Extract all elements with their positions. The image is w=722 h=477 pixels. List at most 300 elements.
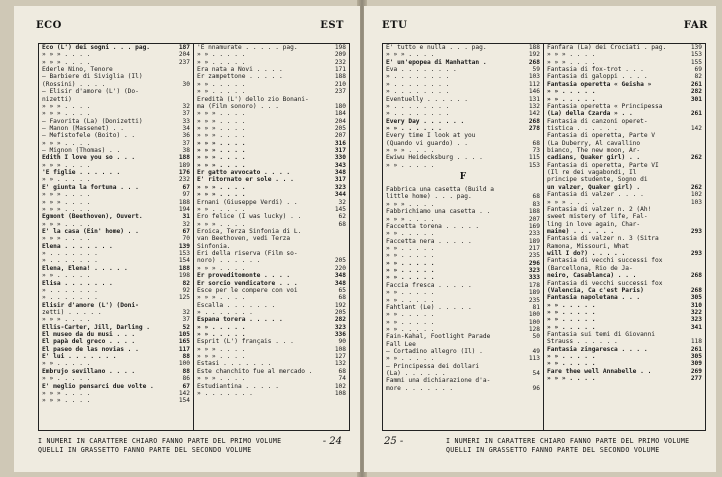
entry-page: 37 xyxy=(182,110,190,118)
index-entry xyxy=(197,206,346,213)
entry-title: » » . . . . . xyxy=(197,323,246,331)
index-entry xyxy=(386,238,540,245)
entry-page xyxy=(684,213,702,220)
entry-title: (Barcellona, Rio de Ja- xyxy=(547,264,633,272)
entry-page xyxy=(328,250,346,257)
entry-title: » . . . . . . . . xyxy=(386,110,450,118)
entry-title: E' giunta la fortuna . . . xyxy=(42,183,139,191)
index-entry xyxy=(42,81,190,88)
index-entry xyxy=(197,132,346,139)
entry-page: 310 xyxy=(690,301,702,309)
index-entry xyxy=(547,206,702,213)
entry-page xyxy=(172,73,190,80)
index-entry xyxy=(42,88,190,95)
entry-page xyxy=(522,377,540,384)
entry-page: 155 xyxy=(690,58,702,66)
entry-title: Eco (L') dei sogni . . . pag. xyxy=(42,44,151,51)
entry-page: 198 xyxy=(178,272,190,280)
index-entry xyxy=(386,216,540,223)
entry-title: Sinfonia. xyxy=(197,242,231,250)
entry-title: Every time I look at you xyxy=(386,132,476,140)
entry-page: 237 xyxy=(334,88,346,96)
entry-title: » » . . . . . xyxy=(547,308,596,316)
index-entry xyxy=(197,44,346,51)
entry-page: 139 xyxy=(178,242,190,250)
index-entry xyxy=(197,73,346,80)
entry-page xyxy=(684,280,702,287)
entry-title: un valzer, Quaker girl) . xyxy=(547,183,641,191)
index-entry xyxy=(386,348,540,355)
entry-title: Strauss . . . . . . xyxy=(547,338,618,346)
entry-page: 33 xyxy=(182,117,190,125)
index-entry xyxy=(42,265,190,272)
entry-page xyxy=(684,162,702,169)
entry-title: Fahtlant (Le) . . . . . xyxy=(386,303,472,311)
entry-title: » » » . . . . xyxy=(42,139,91,147)
index-entry xyxy=(197,213,346,220)
index-entry xyxy=(42,353,190,360)
index-entry xyxy=(386,297,540,304)
index-entry xyxy=(197,272,346,279)
index-entry xyxy=(197,265,346,272)
entry-title: Esce per le compere con voi xyxy=(197,286,298,294)
entry-page: 317 xyxy=(334,147,346,155)
entry-title: (Quando vi guardo) . . xyxy=(386,139,468,147)
entry-page: 336 xyxy=(334,331,346,339)
index-entry xyxy=(42,324,190,331)
entry-page: 108 xyxy=(334,389,346,397)
entry-title: » » » . . . . xyxy=(197,147,246,155)
entry-page: 323 xyxy=(528,267,540,275)
index-entry xyxy=(386,282,540,289)
entry-page xyxy=(522,186,540,193)
index-entry xyxy=(42,368,190,375)
entry-title: » . . . . . . . xyxy=(42,250,98,258)
index-entry xyxy=(197,302,346,309)
index-entry xyxy=(42,66,190,73)
entry-title: » » . . . . . xyxy=(386,259,435,267)
entry-page: 132 xyxy=(334,360,346,368)
entry-page: 100 xyxy=(528,318,540,326)
entry-page: 237 xyxy=(178,58,190,66)
index-entry xyxy=(547,118,702,125)
entry-title: » » . . . . . xyxy=(386,296,435,304)
entry-page: 32 xyxy=(182,220,190,228)
entry-page: 68 xyxy=(532,193,540,201)
entry-page: 82 xyxy=(694,73,702,81)
entry-title: cadians, Quaker girl) . . xyxy=(547,154,641,162)
index-entry xyxy=(547,257,702,264)
entry-page: 188 xyxy=(528,44,540,51)
right-page xyxy=(364,6,716,472)
index-entry xyxy=(386,341,540,348)
index-entry xyxy=(42,154,190,161)
index-entry xyxy=(197,360,346,367)
index-entry xyxy=(547,162,702,169)
entry-title: » » » . . . . xyxy=(197,161,246,169)
index-entry xyxy=(42,257,190,264)
entry-page: 309 xyxy=(690,360,702,368)
entry-title: » » » . . . . xyxy=(386,200,435,208)
entry-title: » » . . . . . xyxy=(547,360,596,368)
entry-page: 277 xyxy=(690,375,702,383)
entry-title: (Valencia, Ca c'est Paris) xyxy=(547,286,644,294)
index-entry xyxy=(197,331,346,338)
entry-page xyxy=(684,169,702,176)
entry-page: 96 xyxy=(532,384,540,392)
index-entry xyxy=(547,154,702,161)
entry-title: Every Day . . . . . . xyxy=(386,117,465,125)
entry-title: tistica . . . . . . xyxy=(547,124,618,132)
entry-page: 97 xyxy=(182,191,190,199)
index-entry xyxy=(197,88,346,95)
entry-title: principe studente, Sogno di xyxy=(547,176,648,184)
entry-title: nizetti) xyxy=(42,95,72,103)
entry-title: » » » . . . . xyxy=(42,389,91,397)
index-entry xyxy=(386,311,540,318)
entry-title: Fantasia di operetta, Parte V xyxy=(547,132,656,140)
entry-title: Edith I love you so . . . xyxy=(42,154,136,162)
entry-list xyxy=(383,186,543,392)
index-entry xyxy=(42,243,190,250)
entry-page: 145 xyxy=(334,205,346,213)
entry-page: 127 xyxy=(334,353,346,361)
entry-page: 262 xyxy=(690,154,702,162)
index-entry xyxy=(386,208,540,215)
index-entry xyxy=(42,132,190,139)
entry-page: 81 xyxy=(532,303,540,311)
entry-title: El papà del greco . . . . xyxy=(42,338,136,346)
entry-page: 189 xyxy=(528,289,540,297)
entry-page: 52 xyxy=(182,323,190,331)
entry-page: 176 xyxy=(178,169,190,177)
entry-page xyxy=(684,103,702,110)
index-entry xyxy=(547,88,702,95)
index-entry xyxy=(42,272,190,279)
index-entry xyxy=(547,302,702,309)
entry-title: Elisir d'amore (L') (Doni- xyxy=(42,301,139,309)
entry-title: Fantasia di operetta, Parte VI xyxy=(547,161,659,169)
index-entry xyxy=(42,44,190,51)
entry-page: 37 xyxy=(182,139,190,147)
entry-page xyxy=(684,132,702,139)
index-entry xyxy=(547,235,702,242)
entry-page xyxy=(684,235,702,242)
index-entry xyxy=(197,147,346,154)
index-entry xyxy=(42,73,190,80)
entry-page: 220 xyxy=(334,264,346,272)
entry-title: ling in love again, Char- xyxy=(547,220,641,228)
entry-list xyxy=(544,44,705,383)
entry-page xyxy=(172,88,190,95)
index-entry xyxy=(197,118,346,125)
entry-title: neiro, Casablanca) . . . xyxy=(547,272,637,280)
entry-page: 205 xyxy=(334,257,346,265)
entry-page: 268 xyxy=(690,286,702,294)
index-entry xyxy=(547,125,702,132)
entry-title: » » » . . . . xyxy=(42,110,91,118)
entry-title: (La Duberry, Al cavallino xyxy=(547,139,641,147)
index-entry xyxy=(386,260,540,267)
left-column-2 xyxy=(194,44,349,430)
entry-page: 198 xyxy=(334,44,346,51)
entry-title: » » » . . . . xyxy=(42,58,91,66)
entry-page: 188 xyxy=(178,154,190,162)
entry-page: 268 xyxy=(528,117,540,125)
entry-page xyxy=(684,265,702,272)
entry-page: 282 xyxy=(334,316,346,324)
index-entry xyxy=(197,59,346,66)
entry-title: Estasi . . . . . . . xyxy=(197,360,272,368)
entry-title: — Barbiere di Siviglia (Il) xyxy=(42,73,143,81)
index-entry xyxy=(386,59,540,66)
entry-title: » » . . . . . xyxy=(547,316,596,324)
index-entry xyxy=(197,257,346,264)
index-entry xyxy=(197,235,346,242)
entry-title: Fantasia di valzer n. 2 (Ah! xyxy=(547,205,652,213)
entry-title: » » . . . . . xyxy=(547,88,596,96)
entry-page xyxy=(172,96,190,103)
entry-page: 210 xyxy=(334,80,346,88)
entry-title: Er proveditomonte . . . . xyxy=(197,272,291,280)
entry-page: 194 xyxy=(178,205,190,213)
entry-title: Esprit (L') français . . . xyxy=(197,338,294,346)
index-entry xyxy=(547,184,702,191)
entry-title: » » . . . . . xyxy=(42,375,91,383)
entry-title: Ellis-Carter, Jill, Darling . xyxy=(42,323,151,331)
entry-title: Este chanchito fue al mercado . xyxy=(197,367,313,375)
entry-page: 278 xyxy=(528,124,540,132)
entry-title: El museo da du musi . . . xyxy=(42,331,136,339)
entry-title: » » » . . . . xyxy=(197,353,246,361)
entry-title: » » » . . . . xyxy=(42,51,91,59)
index-entry xyxy=(42,397,190,404)
right-header-end: FAR xyxy=(683,20,708,31)
index-entry xyxy=(197,199,346,206)
entry-page: 178 xyxy=(528,281,540,289)
entry-page: 113 xyxy=(528,355,540,363)
entry-page: 103 xyxy=(690,198,702,206)
index-entry xyxy=(197,125,346,132)
index-entry xyxy=(386,201,540,208)
entry-page: 293 xyxy=(690,250,702,258)
footer-line-1: I NUMERI IN CARATTERE CHIARO FANNO PARTE DEL PRIMO VOLUME xyxy=(38,437,282,445)
index-entry xyxy=(42,383,190,390)
entry-title: — Principessa dei dollari xyxy=(386,362,480,370)
entry-page: 70 xyxy=(182,235,190,243)
entry-title: noro) . . . . . . xyxy=(197,257,261,265)
entry-list xyxy=(194,44,349,397)
entry-page: 187 xyxy=(178,44,190,51)
entry-page: 68 xyxy=(338,220,346,228)
entry-page: 169 xyxy=(528,222,540,230)
entry-page: 86 xyxy=(182,375,190,383)
entry-title: Escalla . . . . . . . xyxy=(197,301,276,309)
entry-title: » » » . . . . xyxy=(547,198,596,206)
index-entry xyxy=(197,383,346,390)
index-entry xyxy=(386,162,540,169)
index-entry xyxy=(42,110,190,117)
entry-title: » » » . . . . xyxy=(197,183,246,191)
entry-page: 32 xyxy=(182,308,190,316)
index-entry xyxy=(547,221,702,228)
entry-page: 30 xyxy=(182,80,190,88)
entry-title: » . . . . . . . xyxy=(42,294,98,302)
entry-title: — Mefistofele (Boito) . . xyxy=(42,132,136,140)
entry-page: 205 xyxy=(334,308,346,316)
entry-title: Eventuelly . . . . . . xyxy=(386,95,468,103)
index-entry xyxy=(197,140,346,147)
entry-title: ma (Film sonoro) . . . xyxy=(197,102,279,110)
entry-title: Fanfara (La) dei Crociati . pag. xyxy=(547,44,667,51)
entry-title: Faccetta torena . . . . . xyxy=(386,222,480,230)
entry-page: 108 xyxy=(334,345,346,353)
entry-page: 59 xyxy=(532,66,540,74)
entry-title: » » » . . . . xyxy=(197,375,246,383)
entry-page xyxy=(522,363,540,370)
index-entry xyxy=(42,162,190,169)
entry-page xyxy=(522,132,540,139)
entry-title: » » . . . . . xyxy=(547,301,596,309)
entry-page: 348 xyxy=(334,169,346,177)
entry-title: » » . . . . . xyxy=(386,289,435,297)
index-entry xyxy=(547,338,702,345)
index-entry xyxy=(386,289,540,296)
entry-title: » » . . . . . xyxy=(547,95,596,103)
index-entry xyxy=(197,154,346,161)
entry-title: maine) . . . . . . xyxy=(547,227,615,235)
entry-title: Elena, Elena! . . . . . xyxy=(42,264,128,272)
index-entry xyxy=(42,206,190,213)
index-entry xyxy=(197,294,346,301)
index-entry xyxy=(197,110,346,117)
entry-page: 62 xyxy=(338,213,346,221)
entry-title: » » » . . . . xyxy=(386,51,435,59)
entry-title: » » . . . . . xyxy=(386,355,435,363)
index-entry xyxy=(547,368,702,375)
index-entry xyxy=(42,302,190,309)
entry-title: (La) . . . . . . xyxy=(386,370,446,378)
index-entry xyxy=(42,191,190,198)
index-entry xyxy=(42,184,190,191)
entry-page: 88 xyxy=(182,367,190,375)
entry-page: 262 xyxy=(690,183,702,191)
entry-page: 269 xyxy=(690,367,702,375)
entry-page: 142 xyxy=(178,389,190,397)
right-index-box xyxy=(382,43,706,431)
entry-title: Ernani (Giuseppe Verdi) . . xyxy=(197,198,298,206)
entry-title: Fantasia napoletana . . . xyxy=(547,294,641,302)
entry-title: » » . . . . . xyxy=(386,318,435,326)
index-entry xyxy=(386,88,540,95)
index-entry xyxy=(42,338,190,345)
entry-page: 67 xyxy=(182,382,190,390)
entry-page: 50 xyxy=(532,333,540,341)
index-entry xyxy=(547,324,702,331)
entry-page xyxy=(328,96,346,103)
entry-title: » » . . . . . xyxy=(197,58,246,66)
entry-title: — Cortadino allegro (Il) . xyxy=(386,348,483,356)
index-entry xyxy=(197,353,346,360)
index-entry xyxy=(386,186,540,193)
index-entry xyxy=(42,59,190,66)
entry-title: (Rossini) . . . . xyxy=(42,80,106,88)
entry-page: 317 xyxy=(334,176,346,184)
entry-title: little home) . . . pag. xyxy=(386,193,472,201)
index-entry xyxy=(42,199,190,206)
index-entry xyxy=(197,280,346,287)
index-entry xyxy=(42,125,190,132)
entry-title: » » . . . . . xyxy=(42,360,91,368)
entry-title: Ero felice (I was lucky) . . xyxy=(197,213,302,221)
entry-page: 142 xyxy=(528,110,540,118)
index-entry xyxy=(197,228,346,235)
index-entry xyxy=(197,221,346,228)
entry-page: 69 xyxy=(694,66,702,74)
entry-page: 153 xyxy=(178,250,190,258)
entry-page: 268 xyxy=(528,58,540,66)
entry-title: Fain-Kahal, Footlight Parade xyxy=(386,333,491,341)
entry-title: » . . . . . . . xyxy=(42,257,98,265)
entry-title: » » . . . . . . xyxy=(386,124,442,132)
index-entry xyxy=(197,338,346,345)
entry-page: 36 xyxy=(182,132,190,140)
index-entry xyxy=(42,96,190,103)
entry-page: 261 xyxy=(690,80,702,88)
entry-title: » » . . . . . xyxy=(386,274,435,282)
entry-page: 82 xyxy=(182,279,190,287)
index-entry xyxy=(197,103,346,110)
entry-page: 153 xyxy=(528,161,540,169)
entry-page xyxy=(172,66,190,73)
right-page-number: 25 - xyxy=(384,436,404,447)
entry-page: 65 xyxy=(338,286,346,294)
entry-page: 128 xyxy=(528,325,540,333)
entry-title: Ederle Nino, Tenore xyxy=(42,66,113,74)
index-entry xyxy=(547,360,702,367)
entry-title: » » » . . . . xyxy=(197,220,246,228)
entry-page: 83 xyxy=(532,200,540,208)
index-entry xyxy=(197,169,346,176)
entry-title: » » . . . . . xyxy=(386,311,435,319)
entry-title: » » » . . . . xyxy=(42,397,91,405)
entry-title: Era nata a Novi . . . . xyxy=(197,66,283,74)
entry-page: 293 xyxy=(690,227,702,235)
entry-title: » » . . . . . xyxy=(386,230,435,238)
left-page-number: - 24 xyxy=(322,436,342,447)
index-entry xyxy=(386,140,540,147)
left-footer-note xyxy=(38,437,281,455)
entry-page: 100 xyxy=(528,311,540,319)
entry-page xyxy=(684,221,702,228)
entry-title: E' un'epopea di Manhattan . xyxy=(386,58,487,66)
entry-title: Fabbrica una casetta (Build a xyxy=(386,186,495,194)
index-entry xyxy=(386,333,540,340)
entry-page: 305 xyxy=(690,353,702,361)
entry-title: » » » . . . . xyxy=(386,147,435,155)
entry-title: Eva . . . . . . . . xyxy=(386,66,457,74)
index-entry xyxy=(386,274,540,281)
entry-page: 192 xyxy=(528,51,540,59)
index-entry xyxy=(547,110,702,117)
footer-line-2: QUELLI IN GRASSETTO FANNO PARTE DEL SECONDO VOLUME xyxy=(446,446,660,454)
index-entry xyxy=(386,363,540,370)
entry-title: Eredità (L') dello zio Bonani- xyxy=(197,95,309,103)
entry-page: 154 xyxy=(178,397,190,405)
entry-title: Fantasia zingaresca . . . . xyxy=(547,345,648,353)
index-entry xyxy=(197,184,346,191)
entry-title: Fabbrichiamo una casetta . . xyxy=(386,208,491,216)
